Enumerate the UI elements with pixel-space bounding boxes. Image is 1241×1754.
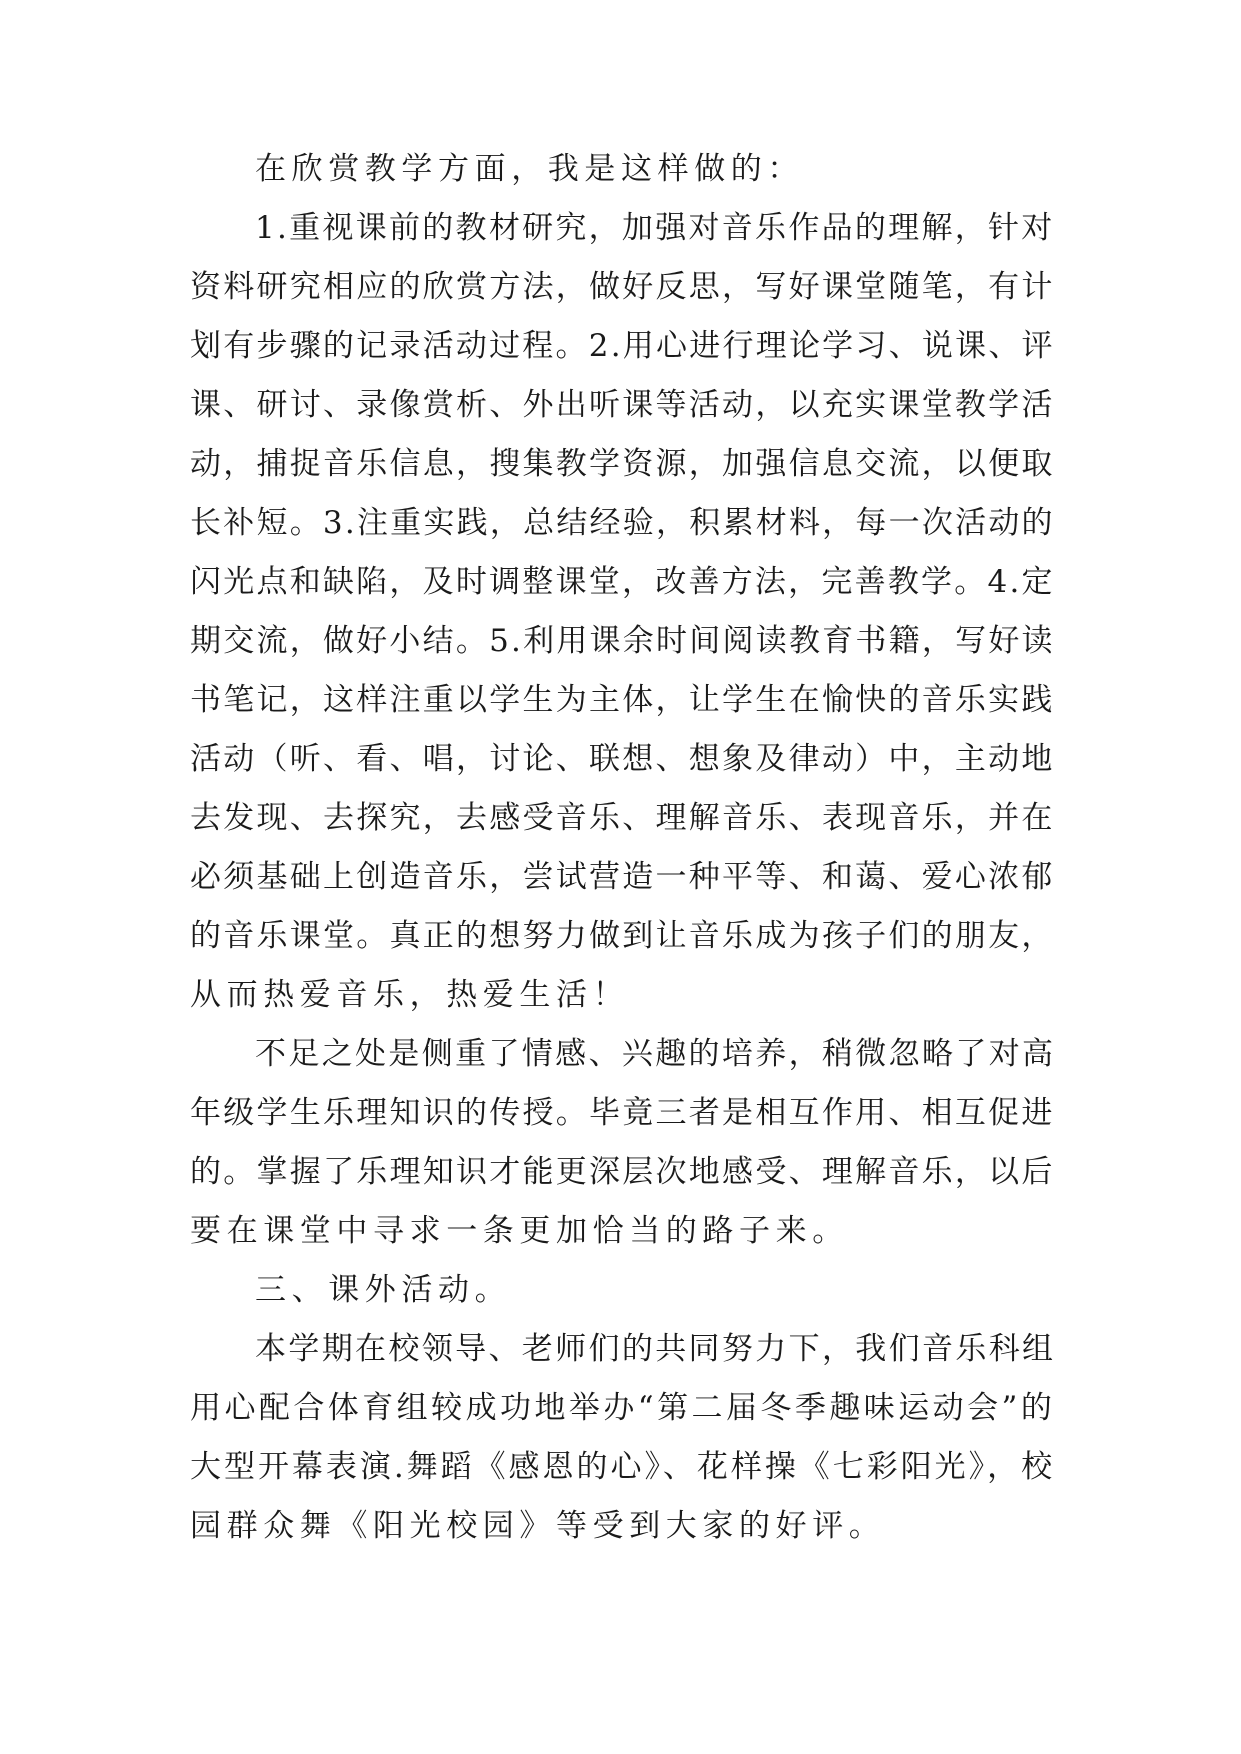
text-line: 书笔记，这样注重以学生为主体，让学生在愉快的音乐实践 [190, 682, 1055, 718]
text-line: 不足之处是侧重了情感、兴趣的培养，稍微忽略了对高 [255, 1036, 1056, 1072]
text-line: 本学期在校领导、老师们的共同努力下，我们音乐科组 [255, 1331, 1056, 1367]
text-line: 年级学生乐理知识的传授。毕竟三者是相互作用、相互促进 [190, 1095, 1055, 1131]
text-line: 用心配合体育组较成功地举办“第二届冬季趣味运动会”的 [190, 1390, 1056, 1426]
text-line: 闪光点和缺陷，及时调整课堂，改善方法，完善教学。4.定 [190, 564, 1055, 600]
text-line: 的音乐课堂。真正的想努力做到让音乐成为孩子们的朋友， [190, 918, 1055, 954]
text-line: 要在课堂中寻求一条更加恰当的路子来。 [190, 1213, 849, 1249]
text-line: 必须基础上创造音乐，尝试营造一种平等、和蔼、爱心浓郁 [190, 859, 1055, 895]
text-line: 从而热爱音乐，热爱生活！ [190, 977, 630, 1013]
text-line: 资料研究相应的欣赏方法，做好反思，写好课堂随笔，有计 [190, 269, 1055, 305]
text-line: 1.重视课前的教材研究，加强对音乐作品的理解，针对 [255, 210, 1055, 246]
text-line: 动，捕捉音乐信息，搜集教学资源，加强信息交流，以便取 [190, 446, 1055, 482]
text-line: 大型开幕表演.舞蹈《感恩的心》、花样操《七彩阳光》，校 [190, 1449, 1056, 1485]
text-line: 课、研讨、录像赏析、外出听课等活动，以充实课堂教学活 [190, 387, 1055, 423]
text-line: 期交流，做好小结。5.利用课余时间阅读教育书籍，写好读 [190, 623, 1055, 659]
text-line: 的。掌握了乐理知识才能更深层次地感受、理解音乐，以后 [190, 1154, 1055, 1190]
text-line: 长补短。3.注重实践，总结经验，积累材料，每一次活动的 [190, 505, 1055, 541]
text-line: 在欣赏教学方面，我是这样做的： [255, 151, 804, 187]
text-line: 划有步骤的记录活动过程。2.用心进行理论学习、说课、评 [190, 328, 1055, 364]
text-line: 活动（听、看、唱，讨论、联想、想象及律动）中，主动地 [190, 741, 1055, 777]
text-line: 园群众舞《阳光校园》等受到大家的好评。 [190, 1508, 886, 1544]
text-line: 去发现、去探究，去感受音乐、理解音乐、表现音乐，并在 [190, 800, 1055, 836]
section-heading: 三、课外活动。 [255, 1272, 512, 1308]
